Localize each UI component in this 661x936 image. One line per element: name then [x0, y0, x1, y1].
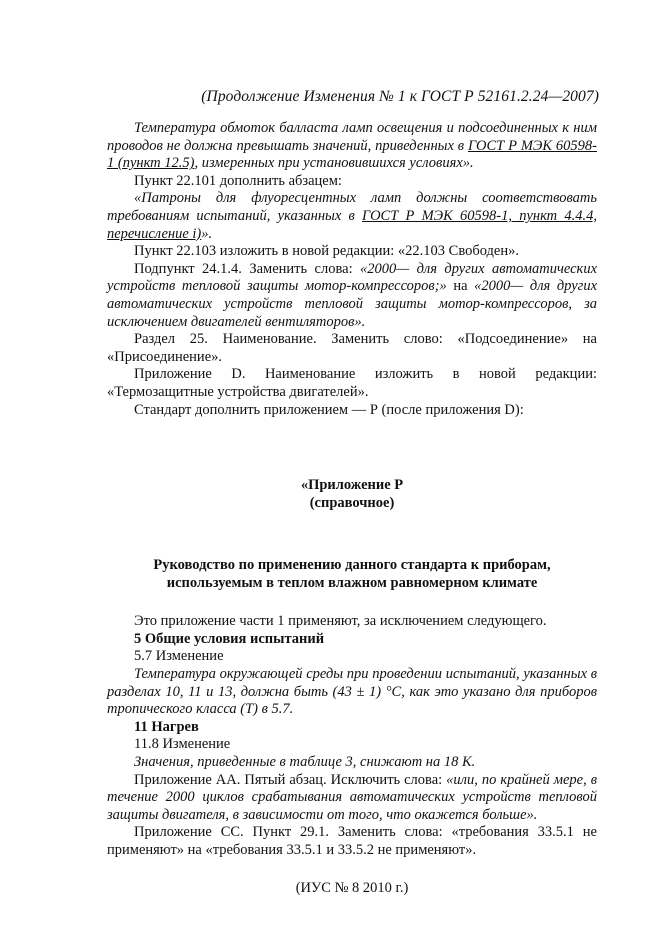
- appendix-subtitle: (справочное): [309, 494, 395, 511]
- paragraph-appendix-d: Приложение D. Наименование изложить в новой редакции: «Термозащитные устройства двигателей».: [107, 366, 597, 400]
- page-header: (Продолжение Изменения № 1 к ГОСТ Р 52161.2.24—2007): [201, 88, 599, 105]
- paragraph-appendix-aa: [107, 772, 597, 825]
- paragraph-appendix-intro: Это приложение части 1 применяют, за исключением следующего.: [134, 613, 547, 630]
- guide-title-line: Руководство по применению данного стандарта к приборам,: [153, 557, 551, 574]
- text-segment: ».: [201, 225, 213, 242]
- standard-reference-link: ГОСТ Р МЭК 60598-1, пункт 4.4.4, перечисление i): [107, 207, 597, 242]
- quoted-new-text: «2000— для других автоматических устройств тепловой защиты мотор-компрессоров, за исключением двигателей вентиляторов».: [107, 278, 598, 330]
- document-body: [107, 120, 597, 897]
- text-segment: Приложение АА. Пятый абзац. Исключить слова:: [134, 771, 447, 788]
- appendix-title: «Приложение Р: [300, 477, 404, 494]
- paragraph-item-22-101: Пункт 22.101 дополнить абзацем:: [134, 172, 342, 189]
- paragraph-appendix-cc: Приложение СС. Пункт 29.1. Заменить слова: «требования 33.5.1 не применяют» на «требования 33.5.1 и 33.5.2 не применяют».: [107, 824, 597, 858]
- paragraph-table-3-values: Значения, приведенные в таблице 3, снижают на 18 К.: [134, 754, 476, 771]
- paragraph-ambient-temperature: Температура окружающей среды при проведении испытаний, указанных в разделах 10, 11 и 13, должна быть (43 ± 1) °С, как это указано для приборов тропического класса (Т) в 5.7.: [107, 666, 597, 718]
- ius-reference: (ИУС № 8 2010 г.): [295, 879, 409, 896]
- guide-title: [107, 556, 597, 592]
- text-segment: на: [446, 278, 475, 295]
- section-heading-11: 11 Нагрев: [134, 718, 199, 735]
- paragraph-section-25: Раздел 25. Наименование. Заменить слово: «Подсоединение» на «Присоединение».: [107, 331, 597, 365]
- text-segment: «Патроны для флуоресцентных ламп должны соответствовать требованиям испытаний, указанных в: [107, 190, 597, 224]
- paragraph-add-appendix: Стандарт дополнить приложением — Р (после приложения D):: [134, 401, 524, 418]
- paragraph-item-22-103: Пункт 22.103 изложить в новой редакции: «22.103 Свободен».: [134, 243, 519, 260]
- quoted-text: «или, по крайней мере, в течение 2000 циклов срабатывания автоматических устройств тепловой защиты двигателя, в зависимости от того, что окажется больше».: [107, 771, 597, 823]
- paragraph-subitem-24-1-4: [107, 261, 597, 331]
- standard-reference-link: ГОСТ Р МЭК 60598-1 (пункт 12.5): [107, 137, 597, 172]
- text-segment: , измеренных при установившихся условиях».: [194, 155, 474, 172]
- section-heading-5: 5 Общие условия испытаний: [134, 630, 325, 647]
- text-segment: Температура обмоток балласта ламп освещения и подсоединенных к ним проводов не должна превышать значений, приведенных в: [107, 120, 597, 154]
- paragraph-winding-temperature: [107, 120, 597, 173]
- guide-title-line: используемым в теплом влажном равномерном климате: [166, 575, 538, 592]
- quoted-old-text: «2000— для других автоматических устройств тепловой защиты мотор-компрессоров;»: [107, 260, 598, 295]
- subsection-5-7: 5.7 Изменение: [134, 648, 224, 665]
- subsection-11-8: 11.8 Изменение: [134, 736, 231, 753]
- text-segment: Подпункт 24.1.4. Заменить слова:: [134, 260, 361, 277]
- paragraph-lamp-holders: [107, 190, 597, 243]
